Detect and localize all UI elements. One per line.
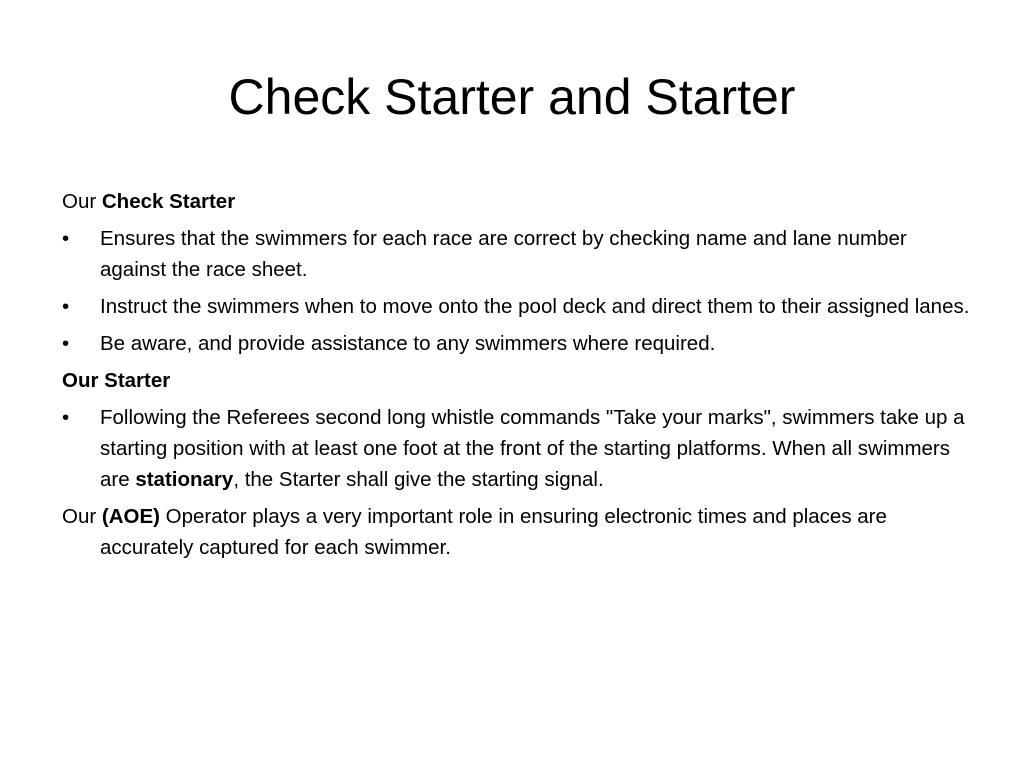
starter-bullet-after: , the Starter shall give the starting signal. bbox=[233, 468, 604, 491]
aoe-prefix: Our bbox=[62, 505, 102, 528]
aoe-bold: (AOE) bbox=[101, 505, 160, 528]
bullet-item bbox=[62, 291, 972, 322]
bullet-icon: • bbox=[62, 406, 70, 429]
check-starter-heading bbox=[62, 186, 972, 217]
aoe-suffix: Operator plays a very important role in ensuring electronic times and places are accurately captured for each swimmer. bbox=[100, 505, 887, 559]
check-starter-heading-bold: Check Starter bbox=[101, 190, 236, 213]
starter-heading-bold: Our Starter bbox=[62, 369, 171, 392]
slide-title: Check Starter and Starter bbox=[228, 69, 796, 125]
bullet-icon: • bbox=[62, 332, 70, 355]
starter-bullet-before: Following the Referees second long whistle commands "Take your marks", swimmers take up a starting position with at least one foot at the front of the starting platforms. When all swimmers are bbox=[100, 406, 965, 491]
bullet-icon: • bbox=[62, 295, 70, 318]
starter-bullet-bold: stationary bbox=[135, 468, 234, 491]
slide-content bbox=[62, 186, 972, 569]
bullet-item bbox=[62, 223, 972, 285]
aoe-paragraph bbox=[62, 501, 972, 563]
bullet-text: Ensures that the swimmers for each race are correct by checking name and lane number against the race sheet. bbox=[100, 227, 907, 281]
bullet-text bbox=[100, 406, 965, 491]
bullet-item bbox=[62, 402, 972, 495]
starter-heading bbox=[62, 365, 972, 396]
bullet-item bbox=[62, 328, 972, 359]
bullet-icon: • bbox=[62, 227, 70, 250]
bullet-text: Be aware, and provide assistance to any swimmers where required. bbox=[100, 332, 716, 355]
bullet-text: Instruct the swimmers when to move onto the pool deck and direct them to their assigned lanes. bbox=[100, 295, 970, 318]
check-starter-heading-prefix: Our bbox=[62, 190, 102, 213]
